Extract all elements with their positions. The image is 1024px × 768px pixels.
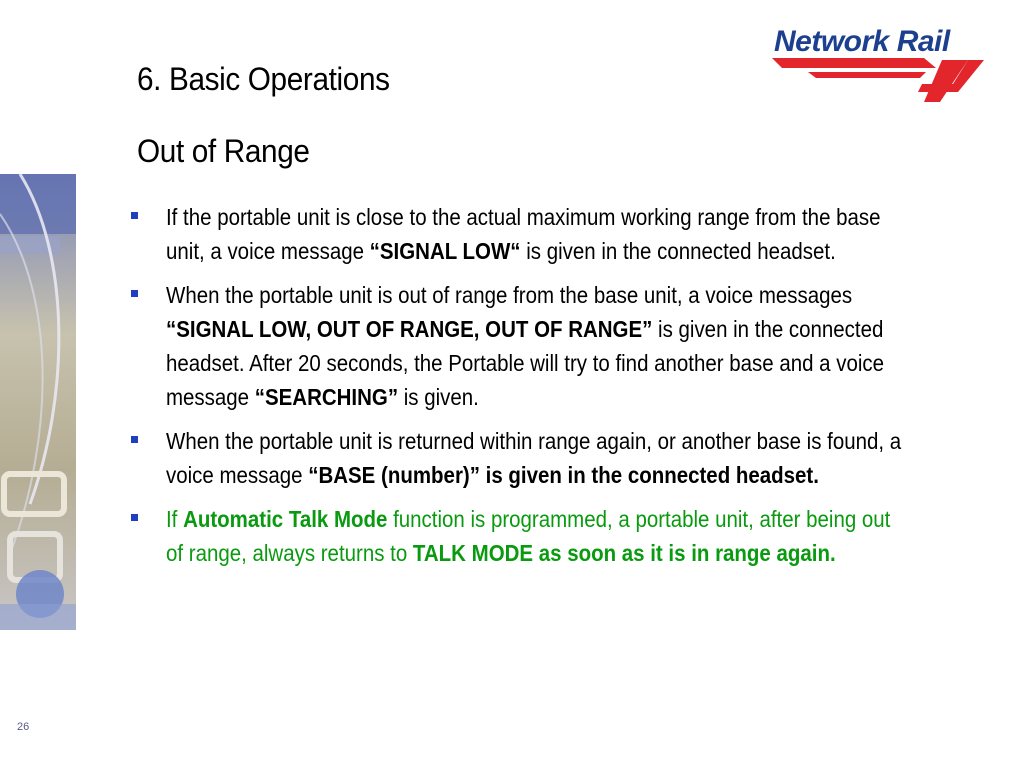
bullet-text-segment: If [166, 506, 184, 532]
bullet-bold-segment: “SEARCHING” [254, 384, 399, 410]
network-rail-logo [772, 22, 994, 106]
logo-arrows-icon [772, 56, 994, 106]
bullet-text [166, 424, 905, 492]
bullet-text-segment: is given. [398, 384, 479, 410]
bullet-text-segment: is given in the connected headset. After 20 seconds, the Portable will try to find another base and a voice message [166, 316, 885, 410]
bullet-item [128, 278, 948, 414]
bullet-bold-segment: Automatic Talk Mode [183, 506, 388, 532]
bullet-text [166, 278, 905, 414]
bullet-text-segment: When the portable unit is returned within range again, or another base is found, a voice message [166, 428, 902, 488]
bullet-bold-segment: “BASE (number)” is given in the connected headset. [308, 462, 819, 488]
bullet-item [128, 200, 948, 268]
square-bullet-icon [131, 290, 138, 297]
bullet-bold-segment: “SIGNAL LOW“ [369, 238, 521, 264]
bullet-text-segment: If the portable unit is close to the actual maximum working range from the base unit, a voice message [166, 204, 881, 264]
bullet-list [128, 200, 948, 580]
square-bullet-icon [131, 212, 138, 219]
square-bullet-icon [131, 514, 138, 521]
bullet-bold-segment: “SIGNAL LOW, OUT OF RANGE, OUT OF RANGE” [166, 316, 653, 342]
bullet-text-segment: When the portable unit is out of range from the base unit, a voice messages [166, 282, 853, 308]
logo-text: Network Rail [774, 25, 950, 58]
square-bullet-icon [131, 436, 138, 443]
bullet-text-segment: function is programmed, a portable unit, after being out of range, always returns to [166, 506, 891, 566]
bullet-text [166, 200, 905, 268]
slide-subtitle: Out of Range [137, 133, 310, 169]
bullet-item [128, 424, 948, 492]
bullet-text-green [166, 502, 905, 570]
bullet-item [128, 502, 948, 570]
bullet-text-segment: is given in the connected headset. [520, 238, 836, 264]
slide-title: 6. Basic Operations [137, 61, 390, 97]
side-decorative-image [0, 174, 76, 630]
bullet-bold-segment: TALK MODE as soon as it is in range again. [412, 540, 836, 566]
page-number: 26 [17, 721, 30, 733]
